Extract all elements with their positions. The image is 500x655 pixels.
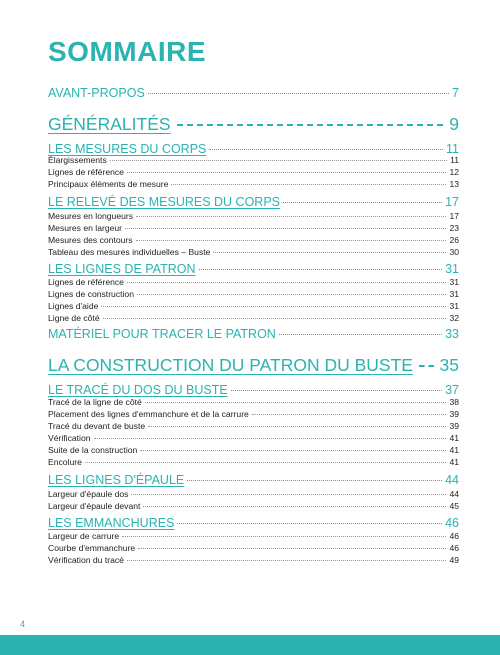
leader-dots	[140, 450, 446, 451]
toc-label: Placement des lignes d'emmanchure et de la carrure	[48, 409, 249, 419]
toc-label: Vérification	[48, 433, 91, 443]
toc-section	[48, 327, 459, 341]
toc-page-number: 39	[449, 409, 459, 419]
toc-label: Principaux éléments de mesure	[48, 179, 169, 189]
leader-dots	[110, 160, 447, 161]
toc-section	[48, 86, 459, 100]
toc-label: Largeur de carrure	[48, 531, 120, 541]
toc-entry	[48, 289, 459, 299]
toc-label: LES EMMANCHURES	[48, 516, 175, 530]
toc-page-number: 11	[446, 142, 459, 156]
toc-page-number: 46	[445, 516, 459, 530]
toc-page-number: 17	[449, 211, 459, 221]
toc-page-number: 23	[449, 223, 459, 233]
toc-page-number: 32	[449, 313, 459, 323]
leader-dots	[136, 216, 446, 217]
toc-label: GÉNÉRALITÉS	[48, 114, 171, 134]
leader-dots	[103, 318, 447, 319]
toc-entry	[48, 555, 459, 565]
toc-entry	[48, 223, 459, 233]
toc-page-number: 33	[445, 327, 459, 341]
toc-page-number: 30	[449, 247, 459, 257]
leader-dots	[145, 402, 447, 403]
toc-page-number: 45	[449, 501, 459, 511]
leader-dots	[94, 438, 447, 439]
toc-entry	[48, 501, 459, 511]
toc-label: Vérification du tracé	[48, 555, 124, 565]
footer-band	[0, 635, 500, 655]
toc-label: Mesures en largeur	[48, 223, 123, 233]
leader-dots	[148, 426, 446, 427]
leader-dots	[279, 334, 442, 335]
leader-dots	[148, 93, 449, 94]
toc-page-number: 41	[449, 433, 459, 443]
toc-sub	[48, 383, 459, 397]
toc-label: Lignes d'aide	[48, 301, 99, 311]
leader-dots	[199, 269, 443, 270]
toc-page-number: 31	[449, 277, 459, 287]
toc-sub	[48, 473, 459, 487]
toc-label: MATÉRIEL POUR TRACER LE PATRON	[48, 327, 276, 341]
toc-page-number: 41	[449, 445, 459, 455]
leader-dots	[85, 462, 447, 463]
toc-page-number: 49	[449, 555, 459, 565]
toc-label: Largeur d'épaule devant	[48, 501, 141, 511]
toc-chapter	[48, 355, 459, 376]
leader-dots	[131, 494, 446, 495]
leader-dots	[127, 282, 446, 283]
toc-label: Lignes de référence	[48, 277, 124, 287]
page-title: SOMMAIRE	[48, 36, 206, 67]
toc-entry	[48, 445, 459, 455]
toc-label: Suite de la construction	[48, 445, 138, 455]
leader-dots	[419, 365, 434, 367]
leader-dots	[127, 560, 446, 561]
toc-page-number: 13	[449, 179, 459, 189]
toc-label: Élargissements	[48, 155, 107, 165]
toc-entry	[48, 277, 459, 287]
leader-dots	[143, 506, 446, 507]
toc-label: Tracé du devant de buste	[48, 421, 146, 431]
toc-label: Ligne de côté	[48, 313, 100, 323]
toc-entry	[48, 457, 459, 467]
toc-page-number: 41	[449, 457, 459, 467]
toc-label: LES MESURES DU CORPS	[48, 142, 207, 156]
toc-sub	[48, 195, 459, 209]
toc-label: Largeur d'épaule dos	[48, 489, 129, 499]
toc-label: Mesures en longueurs	[48, 211, 134, 221]
leader-dots	[177, 523, 442, 524]
leader-dots	[125, 228, 446, 229]
toc-page-number: 37	[445, 383, 459, 397]
leader-dots	[171, 184, 446, 185]
leader-dots	[177, 124, 444, 126]
leader-dots	[187, 480, 442, 481]
leader-dots	[209, 149, 443, 150]
toc-page-number: 31	[445, 262, 459, 276]
toc-label: Encolure	[48, 457, 82, 467]
toc-page-number: 39	[449, 421, 459, 431]
toc-sub	[48, 262, 459, 276]
toc-page-number: 17	[445, 195, 459, 209]
toc-entry	[48, 421, 459, 431]
toc-page-number: 46	[449, 531, 459, 541]
toc-entry	[48, 409, 459, 419]
toc-label: LE RELEVÉ DES MESURES DU CORPS	[48, 195, 281, 209]
toc-label: AVANT-PROPOS	[48, 86, 145, 100]
toc-chapter	[48, 114, 459, 135]
toc-label: Lignes de référence	[48, 167, 124, 177]
toc-label: Tracé de la ligne de côté	[48, 397, 142, 407]
toc-label: Courbe d'emmanchure	[48, 543, 136, 553]
toc-entry	[48, 301, 459, 311]
toc-label: Lignes de construction	[48, 289, 134, 299]
leader-dots	[231, 390, 442, 391]
toc-entry	[48, 313, 459, 323]
toc-page-number: 7	[452, 86, 459, 100]
leader-dots	[122, 536, 446, 537]
toc-entry	[48, 489, 459, 499]
toc-label: LES LIGNES D'ÉPAULE	[48, 473, 185, 487]
toc-label: Mesures des contours	[48, 235, 133, 245]
toc-label: Tableau des mesures individuelles – Buste	[48, 247, 211, 257]
toc-page-number: 44	[449, 489, 459, 499]
toc-page-number: 11	[450, 155, 459, 165]
toc-label: LE TRACÉ DU DOS DU BUSTE	[48, 383, 228, 397]
toc-entry	[48, 543, 459, 553]
leader-dots	[213, 252, 446, 253]
leader-dots	[127, 172, 446, 173]
leader-dots	[137, 294, 446, 295]
toc-entry	[48, 235, 459, 245]
toc-sub	[48, 142, 459, 156]
toc-entry	[48, 155, 459, 165]
toc-page-number: 44	[445, 473, 459, 487]
toc-page-number: 26	[449, 235, 459, 245]
toc-page-number: 9	[449, 114, 459, 134]
toc-entry	[48, 397, 459, 407]
toc-page-number: 46	[449, 543, 459, 553]
toc-entry	[48, 531, 459, 541]
page-number: 4	[20, 619, 26, 629]
toc-entry	[48, 433, 459, 443]
toc-page-number: 12	[449, 167, 459, 177]
toc-label: LA CONSTRUCTION DU PATRON DU BUSTE	[48, 355, 413, 375]
leader-dots	[136, 240, 447, 241]
toc-sub	[48, 516, 459, 530]
toc-page-number: 31	[449, 301, 459, 311]
toc-page-number: 31	[449, 289, 459, 299]
leader-dots	[101, 306, 446, 307]
leader-dots	[138, 548, 446, 549]
leader-dots	[252, 414, 447, 415]
toc-entry	[48, 179, 459, 189]
toc-page-number: 35	[439, 355, 459, 375]
toc-entry	[48, 167, 459, 177]
toc-entry	[48, 211, 459, 221]
toc-page-number: 38	[449, 397, 459, 407]
toc-label: LES LIGNES DE PATRON	[48, 262, 196, 276]
toc-entry	[48, 247, 459, 257]
leader-dots	[283, 202, 442, 203]
